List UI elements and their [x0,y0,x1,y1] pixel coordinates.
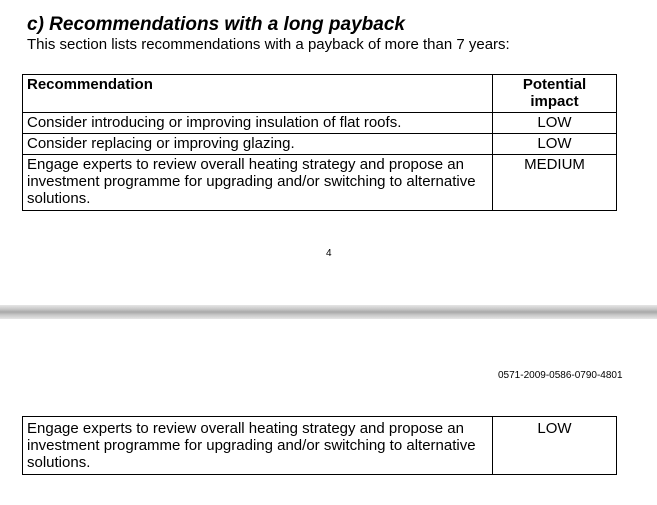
recommendations-table [22,74,617,211]
page-break-divider [0,305,657,319]
table-row [23,113,617,134]
recommendation-cell: Consider replacing or improving glazing. [23,134,493,155]
table-row [23,134,617,155]
recommendations-table-continued [22,416,617,475]
impact-cell: MEDIUM [493,155,617,211]
table-row [23,155,617,211]
impact-cell: LOW [493,113,617,134]
recommendation-cell: Engage experts to review overall heating strategy and propose an investment programme for upgrading and/or switching to alternative solutions. [23,417,493,475]
recommendation-cell: Engage experts to review overall heating strategy and propose an investment programme for upgrading and/or switching to alternative solutions. [23,155,493,211]
page-number: 4 [326,248,332,259]
table-row [23,417,617,475]
table-header-row [23,75,617,113]
section-subtitle: This section lists recommendations with a payback of more than 7 years: [27,36,510,53]
recommendation-cell: Consider introducing or improving insulation of flat roofs. [23,113,493,134]
impact-cell: LOW [493,417,617,475]
document-reference: 0571-2009-0586-0790-4801 [498,370,623,381]
header-recommendation: Recommendation [23,75,493,113]
header-potential-impact: Potential impact [493,75,617,113]
section-title: c) Recommendations with a long payback [27,14,405,35]
impact-cell: LOW [493,134,617,155]
